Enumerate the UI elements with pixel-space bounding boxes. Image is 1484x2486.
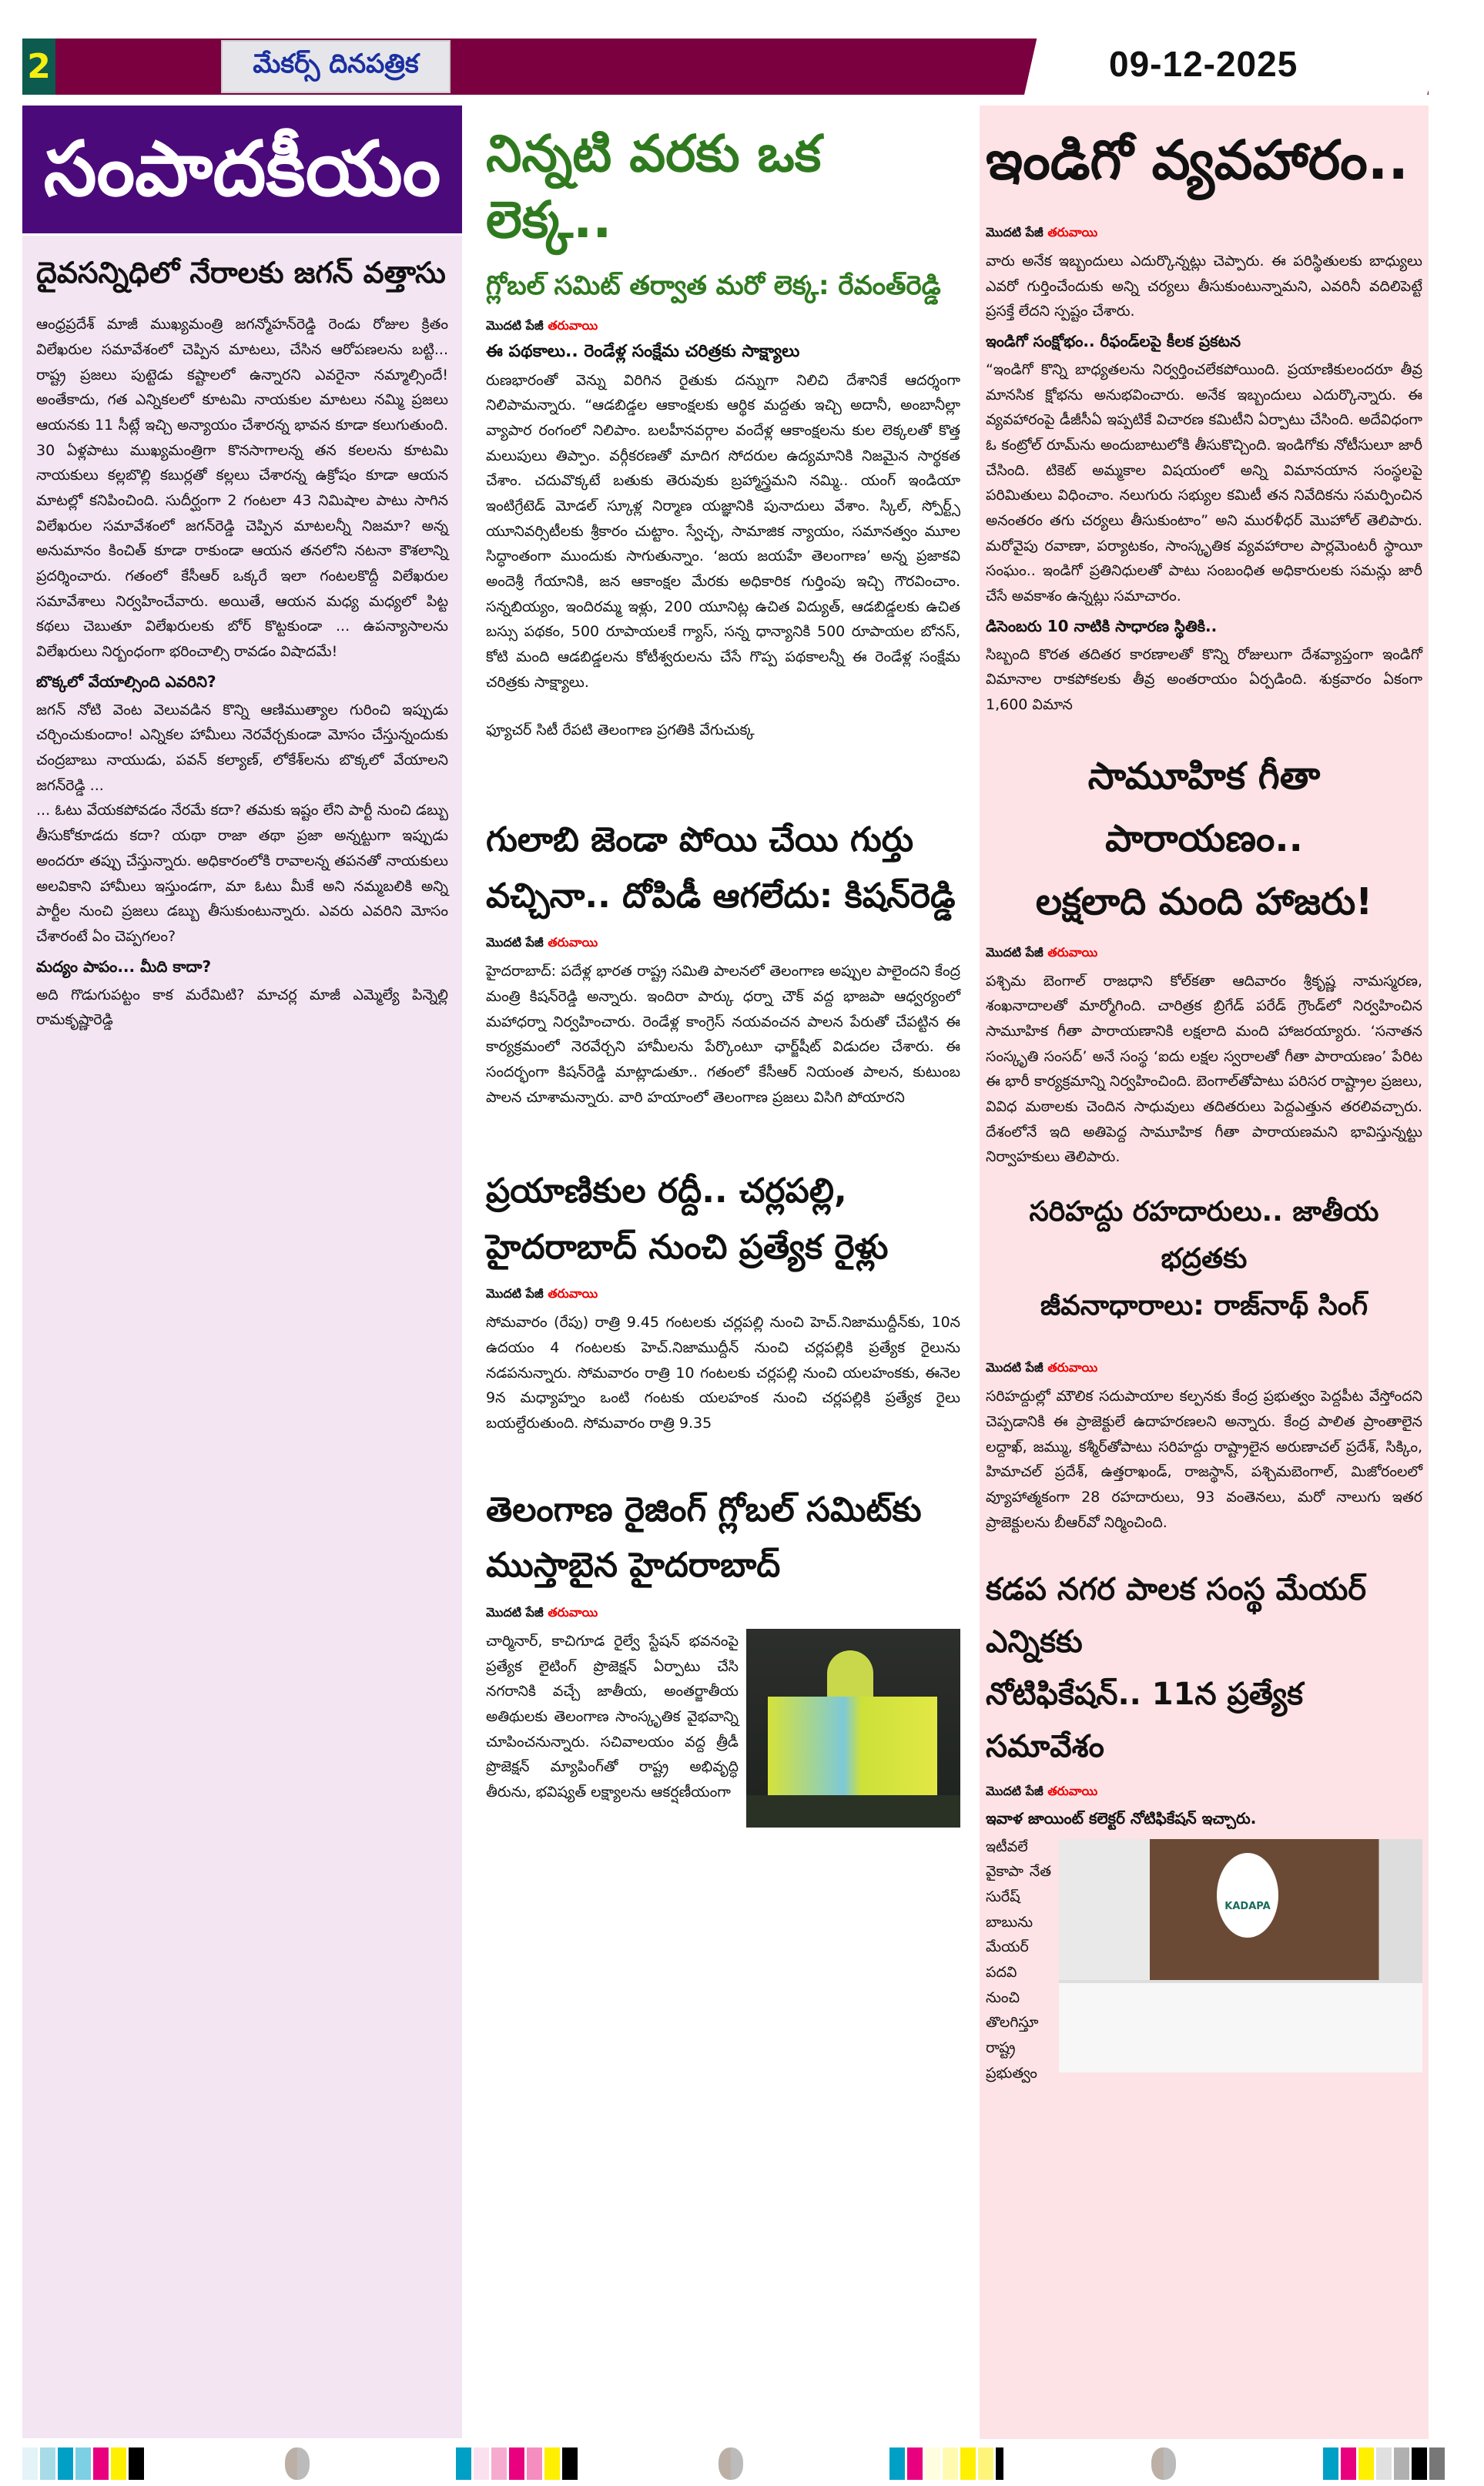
headline-line: సామూహిక గీతా పారాయణం.. — [1087, 754, 1321, 861]
lead-line: ఇవాళ జాయింట్ కలెక్టర్ నోటిఫికేషన్ ఇచ్చారు. — [986, 1808, 1257, 1828]
continued-byline — [986, 1784, 1422, 1801]
headline-line: ప్రయాణికుల రద్దీ.. చర్లపల్లి, — [486, 1171, 847, 1211]
headline — [986, 1188, 1422, 1330]
byline-prefix: మొదటి పేజీ — [986, 1360, 1043, 1375]
kadapa-logo: KADAPA — [1217, 1853, 1278, 1938]
print-color-bar — [456, 2447, 578, 2480]
article-paragraph: సరిహద్దుల్లో మౌలిక సదుపాయాల కల్పనకు కేంద్ర ప్రభుత్వం పెద్దపీట వేస్తోందని చెప్పడానికి ఈ ప్రాజెక్టులే ఉదాహరణలని అన్నారు. కేంద్ర పాలిత ప్రాంతాలైన లద్దాఖ్, జమ్ము, కశ్మీర్‌తోపాటు సరిహద్దు రాష్ట్రాలైన అరుణాచల్ ప్రదేశ్, సిక్కిం, హిమాచల్ ప్రదేశ్, ఉత్తరాఖండ్, రాజస్థాన్, పశ్చిమబెంగాల్, మిజోరంలలో వ్యూహాత్మకంగా 28 రహదారులు, 93 వంతెనలు, మరో నాలుగు ఇతర ప్రాజెక్టులను బీఆర్‌వో నిర్మించింది. — [986, 1388, 1422, 1531]
byline-suffix: తరువాయి — [1047, 1783, 1098, 1798]
print-color-bar — [1323, 2447, 1445, 2480]
headline — [486, 1164, 960, 1275]
editorial-column — [22, 236, 462, 2438]
page-number: 2 — [22, 39, 55, 95]
subheading: డిసెంబరు 10 నాటికి సాధారణ స్థితికి.. — [986, 616, 1218, 635]
headline-line: తెలంగాణ రైజింగ్ గ్లోబల్ సమిట్‌కు — [486, 1489, 922, 1529]
subheading: బొక్కలో వేయాల్సింది ఎవరిని? — [36, 672, 216, 691]
continued-byline — [986, 225, 1422, 243]
kadapa-article — [986, 1563, 1422, 2086]
indigo-article — [986, 126, 1422, 718]
telangana-rising-article — [486, 1483, 960, 1805]
headline-line: సరిహద్దు రహదారులు.. జాతీయ భద్రతకు — [1029, 1195, 1379, 1275]
headline-line: గులాబి జెండా పోయి చేయి గుర్తు — [486, 820, 914, 859]
byline-suffix: తరువాయి — [548, 317, 598, 333]
byline-prefix: మొదటి పేజీ — [486, 1604, 544, 1620]
byline-prefix: మొదటి పేజీ — [986, 225, 1043, 240]
newspaper-logo — [221, 40, 451, 93]
byline-suffix: తరువాయి — [548, 1286, 598, 1302]
article-paragraph: రుణభారంతో వెన్ను విరిగిన రైతుకు దన్నుగా నిలిచి దేశానికే ఆదర్శంగా నిలిపామన్నారు. “ఆడబిడ్డల ఆకాంక్షలకు ఆర్థిక మద్దతు ఇచ్చి అదానీ, అంబానీల్లా వ్యాపార రంగంలో నిలిపాం. బలహీనవర్గాల వందేళ్ల ఆకాంక్షలను కుల లెక్కలతో కొత్త మలుపులు తిప్పాం. వర్గీకరణతో మాదిగ సోదరుల ఉద్యమానికి నిజమైన సార్థకత చేశాం. చదువొక్కటే బతుకు తెరువుకు బ్రహ్మాస్త్రమని నమ్మి.. యంగ్ ఇండియా ఇంటిగ్రేటెడ్ మోడల్ స్కూళ్ల నిర్మాణ యజ్ఞానికి పునాదులు వేశాం. స్కిల్, స్పోర్ట్స్ యూనివర్సిటీలకు శ్రీకారం చుట్టాం. స్వేచ్ఛ, సామాజిక న్యాయం, సమానత్వం మూల సిద్ధాంతంగా ముందుకు సాగుతున్నాం. ‘జయ జయహే తెలంగాణ’ అన్న ప్రజాకవి అందెశ్రీ గేయానికి, జన ఆకాంక్షల మేరకు అధికారిక గుర్తింపు ఇచ్చి గౌరవించాం. సన్నబియ్యం, ఇందిరమ్మ ఇళ్లు, 200 యూనిట్ల ఉచిత విద్యుత్, ఆడబిడ్డలకు ఉచిత బస్సు పథకం, 500 రూపాయలకే గ్యాస్, సన్న ధాన్యానికి 500 రూపాయల బోనస్, కోటి మంది ఆడబిడ్డలను కోటీశ్వరులను చేసే గొప్ప పథకాలన్నీ ఈ రెండేళ్ల సంక్షేమ చరిత్రకు సాక్ష్యాలు. — [486, 371, 960, 691]
headline-line: లక్షలాది మంది హాజరు! — [1035, 879, 1373, 923]
special-trains-article — [486, 1164, 960, 1436]
middle-column — [481, 106, 965, 2439]
logo-text: మేకర్స్ దినపత్రిక — [253, 48, 419, 79]
article-paragraph: “ఇండిగో కొన్ని బాధ్యతలను నిర్వర్తించలేకపోయింది. ప్రయాణికులందరూ తీవ్ర మానసిక క్షోభను అనుభవించారు. అనేక ఇబ్బందులు ఎదుర్కొన్నారు. ఈ వ్యవహారంపై డీజీసీఏ ఇప్పటికే విచారణ కమిటీని ఏర్పాటు చేసింది. అదేవిధంగా ఓ కంట్రోల్ రూమ్‌ను అందుబాటులోకి తీసుకొచ్చింది. ఇండిగోకు నోటీసులూ జారీ చేసింది. టికెట్ అమ్మకాల విషయంలో అన్ని విమానయాన సంస్థలపై పరిమితులు విధించాం. నలుగురు సభ్యుల కమిటీ తన నివేదికను సమర్పించిన అనంతరం తగు చర్యలు తీసుకుంటాం” అని మురళీధర్ మొహోల్ తెలిపారు. మరోవైపు రవాణా, పర్యాటకం, సాంస్కృతిక వ్యవహారాల పార్లమెంటరీ స్థాయీ సంఘం.. ఇండిగో ప్రతినిధులతో పాటు సంబంధిత అధికారులకు సమన్లు జారీ చేసే అవకాశం ఉన్నట్లు సమాచారం. — [986, 361, 1422, 605]
continued-byline — [986, 1360, 1422, 1378]
editorial-headline: దైవసన్నిధిలో నేరాలకు జగన్ వత్తాసు — [36, 256, 446, 290]
registration-mark — [719, 2447, 743, 2480]
continued-byline — [486, 935, 960, 953]
article-paragraph: పశ్చిమ బెంగాల్ రాజధాని కోల్‌కతా ఆదివారం శ్రీకృష్ణ నామస్మరణ, శంఖనాదాలతో మార్మోగింది. చారిత్రక బ్రిగేడ్ పరేడ్ గ్రౌండ్‌లో నిర్వహించిన సామూహిక గీతా పారాయణానికి లక్షలాది మంది హాజరయ్యారు. ‘సనాతన సంస్కృతి సంసద్’ అనే సంస్థ ‘ఐదు లక్షల స్వరాలతో గీతా పారాయణం’ పేరిట ఈ భారీ కార్యక్రమాన్ని నిర్వహించింది. బెంగాల్‌తోపాటు పరిసర రాష్ట్రాల ప్రజలు, వివిధ మఠాలకు చెందిన సాధువులు తదితరులు పెద్దఎత్తున తరలివచ్చారు. దేశంలోనే ఇది అతిపెద్ద సామూహిక గీతా పారాయణమని భావిస్తున్నట్టు నిర్వాహకులు తెలిపారు. — [986, 972, 1422, 1166]
editorial-banner: సంపాదకీయం — [22, 106, 462, 233]
headline — [986, 745, 1422, 934]
byline-prefix: మొదటి పేజీ — [486, 935, 544, 950]
print-color-bar — [22, 2447, 144, 2480]
kishan-reddy-article — [486, 812, 960, 1110]
byline-prefix: మొదటి పేజీ — [986, 944, 1043, 960]
right-column — [980, 106, 1429, 2439]
print-color-bar — [889, 2447, 1003, 2480]
gita-article — [986, 745, 1422, 1170]
article-paragraph: వారు అనేక ఇబ్బందులు ఎదుర్కొన్నట్లు చెప్పారు. ఈ పరిస్థితులకు బాధ్యులు ఎవరో గుర్తించేందుకు అన్ని చర్యలు తీసుకుంటున్నామని, ఎవరినీ వదిలిపెట్టే ప్రసక్తే లేదని స్పష్టం చేశారు. — [986, 253, 1422, 320]
byline-prefix: మొదటి పేజీ — [986, 1783, 1043, 1798]
byline-suffix: తరువాయి — [1047, 944, 1098, 960]
continued-byline — [486, 318, 960, 336]
article-paragraph: అది గొడుగుపట్టం కాక మరేమిటి? మాచర్ల మాజీ ఎమ్మెల్యే పిన్నెల్లి రామకృష్ణారెడ్డి — [36, 986, 448, 1029]
article-paragraph: సోమవారం (రేపు) రాత్రి 9.45 గంటలకు చర్లపల్లి నుంచి హెచ్.నిజాముద్దీన్‌కు, 10న ఉదయం 4 గంటలకు హెచ్.నిజాముద్దీన్ నుంచి చర్లపల్లికి ప్రత్యేక రైలును నడపనున్నారు. సోమవారం రాత్రి 10 గంటలకు చర్లపల్లి నుంచి యలహంకకు, ఈనెల 9న మధ్యాహ్నం ఒంటి గంటకు యలహంక నుంచి చర్లపల్లికి ప్రత్యేక రైలు బయల్దేరుతుంది. సోమవారం రాత్రి 9.35 — [486, 1314, 960, 1432]
rajnath-article — [986, 1188, 1422, 1536]
article-paragraph: ఆంధ్రప్రదేశ్ మాజీ ముఖ్యమంత్రి జగన్మోహన్‌రెడ్డి రెండు రోజుల క్రితం విలేఖరుల సమావేశంలో చెప్పిన మాటలు, చేసిన ఆరోపణలను బట్టి... రాష్ట్ర ప్రజలు పుట్టెడు కష్టాలలో ఉన్నారని ఎవరైనా నమ్మాల్సిందే! అంతేకాదు, గత ఎన్నికలలో కూటమి నాయకుల మాటలు నమ్మి ప్రజలు ఆయనకు 11 సీట్లే ఇచ్చి అన్యాయం చేశారన్న భావన కూడా కలుగుతుంది. 30 ఏళ్లపాటు ముఖ్యమంత్రిగా కొనసాగాలన్న తన కలలను కూటమి నాయకులు కల్లబొల్లి కబుర్లతో కల్లలు చేశారన్న ఉక్రోషం కూడా ఆయన మాటల్లో కనిపించింది. సుదీర్ఘంగా 2 గంటలా 43 నిమిషాల పాటు సాగిన విలేఖరుల సమావేశంలో జగన్‌రెడ్డి చెప్పిన మాటలన్నీ నిజమా? అన్న అనుమానం కించిత్ కూడా రాకుండా ఆయన తనలోని నటనా కౌశలాన్ని ప్రదర్శించారు. గతంలో కేసీఆర్ ఒక్కరే ఇలా గంటలకొద్దీ విలేఖరుల సమావేశాలు నిర్వహించేవారు. అయితే, ఆయన మధ్య మధ్యలో పిట్ట కథలు చెబుతూ విలేఖరులకు బోర్ కొట్టకుండా ... ఉపన్యాసాలను విలేఖరులు నిర్బంధంగా భరించాల్సి రావడం విషాదమే! — [36, 316, 448, 661]
headline-line: హైదరాబాద్ నుంచి ప్రత్యేక రైళ్లు — [486, 1227, 889, 1267]
headline — [486, 1483, 960, 1594]
secretariat-lighting-photo — [746, 1629, 960, 1828]
headline-line: జీవనాధారాలు: రాజ్‌నాథ్ సింగ్ — [1040, 1290, 1368, 1322]
subheadline: గ్లోబల్ సమిట్ తర్వాత మరో లెక్క: రేవంత్‌రెడ్డి — [486, 270, 941, 301]
headline-line: నోటిఫికేషన్.. 11న ప్రత్యేక సమావేశం — [986, 1676, 1304, 1764]
article-paragraph: చార్మినార్, కాచిగూడ రైల్వే స్టేషన్ భవనంపై ప్రత్యేక లైటింగ్ ప్రొజెక్షన్ ఏర్పాటు చేసి నగరానికి వచ్చే జాతీయ, అంతర్జాతీయ అతిథులకు తెలంగాణ సాంస్కృతిక వైభవాన్ని చూపించనున్నారు. సచివాలయం వద్ద త్రీడీ ప్రొజెక్షన్ మ్యాపింగ్‌తో రాష్ట్ర అభివృద్ధి తీరును, భవిష్యత్ లక్ష్యాలను ఆకర్షణీయంగా — [486, 1632, 739, 1801]
headline-line: కడప నగర పాలక సంస్థ మేయర్ ఎన్నికకు — [986, 1571, 1367, 1660]
continued-byline — [486, 1286, 960, 1304]
byline-suffix: తరువాయి — [548, 1604, 598, 1620]
subheading: మద్యం పాపం... మీది కాదా? — [36, 957, 212, 976]
headline — [486, 812, 960, 924]
subheading: ఫ్యూచర్ సిటీ రేపటి తెలంగాణ ప్రగతికి వేగుచుక్క — [486, 722, 755, 739]
continued-byline — [486, 1605, 960, 1623]
headline — [986, 1563, 1422, 1773]
kadapa-council-hall-photo — [1059, 1839, 1422, 2072]
issue-date: 09-12-2025 — [1109, 44, 1298, 84]
headline-line: వచ్చినా.. దోపిడీ ఆగలేదు: కిషన్‌రెడ్డి — [486, 876, 956, 916]
registration-mark — [285, 2447, 310, 2480]
article-paragraph: సిబ్బంది కొరత తదితర కారణాలతో కొన్ని రోజులుగా దేశవ్యాప్తంగా ఇండిగో విమానాల రాకపోకలకు తీవ్ర అంతరాయం ఏర్పడింది. శుక్రవారం ఏకంగా 1,600 విమాన — [986, 645, 1422, 714]
byline-suffix: తరువాయి — [1047, 225, 1098, 240]
byline-suffix: తరువాయి — [1047, 1360, 1098, 1375]
byline-prefix: మొదటి పేజీ — [486, 1286, 544, 1302]
article-paragraph: జగన్ నోటి వెంట వెలువడిన కొన్ని ఆణిముత్యాల గురించి ఇప్పుడు చర్చించుకుందాం! ఎన్నికల హామీలు నెరవేర్చకుండా మోసం చేస్తున్నందుకు చంద్రబాబు నాయుడు, పవన్ కల్యాణ్, లోకేశ్‌లను బొక్కలో వేయాలని జగన్‌రెడ్డి ... — [36, 701, 448, 794]
registration-mark — [1151, 2447, 1176, 2480]
continued-byline — [986, 945, 1422, 963]
summit-article — [486, 121, 960, 743]
subheading: ఈ పథకాలు.. రెండేళ్ల సంక్షేమ చరిత్రకు సాక్ష్యాలు — [486, 341, 800, 361]
headline: నిన్నటి వరకు ఒక లెక్క.. — [486, 124, 822, 250]
article-paragraph: ... ఓటు వేయకపోవడం నేరమే కదా? తమకు ఇష్టం లేని పార్టీ నుంచి డబ్బు తీసుకోకూడదు కదా? యథా రాజా తథా ప్రజా అన్నట్టుగా ఇప్పుడు అందరూ తప్పు చేస్తున్నారు. అధికారంలోకి రావాలన్న తపనతో నాయకులు అలవికాని హామీలు ఇస్తుండగా, మా ఓటు మీకే అని నమ్మబలికి అన్ని పార్టీల నుంచి ప్రజలు డబ్బు తీసుకుంటున్నారు. ఎవరు ఎవరిని మోసం చేశారంటే ఏం చెప్పగలం? — [36, 802, 448, 945]
byline-suffix: తరువాయి — [548, 935, 598, 950]
byline-prefix: మొదటి పేజీ — [486, 317, 544, 333]
article-paragraph: హైదరాబాద్: పదేళ్ల భారత రాష్ట్ర సమితి పాలనలో తెలంగాణ అప్పుల పాలైందని కేంద్ర మంత్రి కిషన్‌రెడ్డి అన్నారు. ఇందిరా పార్కు ధర్నా చౌక్ వద్ద భాజపా ఆధ్వర్యంలో మహాధర్నా నిర్వహించారు. రెండేళ్ల కాంగ్రెస్ నయవంచన పాలన పేరుతో చేపట్టిన ఈ కార్యక్రమంలో నెరవేర్చని హామీలను పేర్కొంటూ ఛార్జ్‌షీట్ విడుదల చేశారు. ఈ సందర్భంగా కిషన్‌రెడ్డి మాట్లాడుతూ.. గతంలో కేసీఆర్ నియంత పాలన, కుటుంబ పాలన చూశామన్నారు. వారి హయాంలో తెలంగాణ ప్రజలు విసిగి పోయారని — [486, 963, 960, 1106]
headline: ఇండిగో వ్యవహారం.. — [986, 129, 1409, 192]
headline-line: ముస్తాబైన హైదరాబాద్ — [486, 1546, 781, 1586]
article-paragraph: ఇటీవలే వైకాపా నేత సురేష్ బాబును మేయర్ పదవి నుంచి తొలగిస్తూ రాష్ట్ర ప్రభుత్వం — [986, 1838, 1051, 2082]
subheading: ఇండిగో సంక్షోభం.. రీఫండ్‌లపై కీలక ప్రకటన — [986, 332, 1241, 351]
